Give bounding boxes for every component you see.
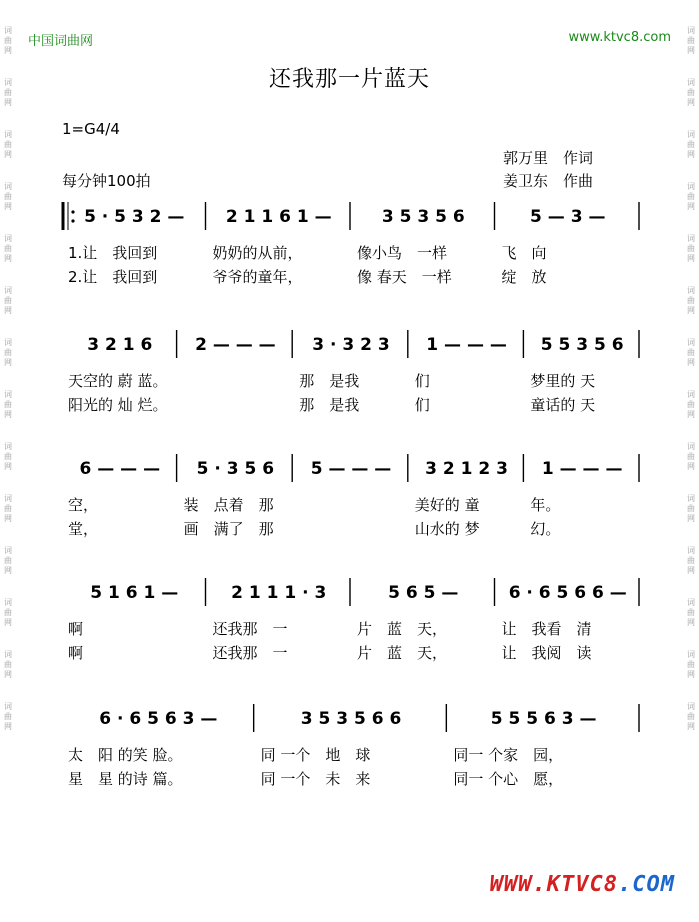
lyric-segment: 片 蓝 天， bbox=[357, 644, 448, 662]
measure-notes: 2 1 1 1 · 3 bbox=[231, 583, 327, 603]
measure-notes: 5 · 3 5 6 bbox=[196, 459, 275, 479]
lyric-segment: 同 一个 未 来 bbox=[260, 770, 371, 788]
lyric-line-verse-2 bbox=[62, 266, 640, 290]
lyric-segment: 啊 bbox=[68, 644, 84, 662]
measure-notes: 3 · 3 2 3 bbox=[312, 335, 390, 355]
watermark-text: 词曲网 bbox=[687, 390, 695, 419]
key-signature: 1=G4/4 bbox=[62, 120, 120, 138]
lyric-segment: 那 是我 bbox=[299, 396, 360, 414]
lyric-line-verse-1 bbox=[62, 494, 640, 518]
measure-notes: 5 6 5 — bbox=[388, 583, 459, 603]
watermark-text: 词曲网 bbox=[687, 78, 695, 107]
notation-staff bbox=[62, 702, 640, 732]
site-url-right[interactable]: www.ktvc8.com bbox=[568, 30, 671, 45]
lyric-line-verse-2 bbox=[62, 642, 640, 666]
notation-staff bbox=[62, 576, 640, 606]
watermark-text: 词曲网 bbox=[4, 234, 12, 263]
measure-notes: 5 · 5 3 2 — bbox=[84, 207, 185, 227]
lyric-line-verse-2 bbox=[62, 394, 640, 418]
lyric-segment: 年。 bbox=[530, 496, 561, 514]
lyric-segment: 童话的 天 bbox=[530, 396, 596, 414]
logo-www: WWW. bbox=[489, 872, 547, 897]
measure-notes: 3 5 3 5 6 6 bbox=[300, 709, 402, 729]
measure-notes: 3 2 1 6 bbox=[87, 335, 153, 355]
watermark-text: 词曲网 bbox=[4, 26, 12, 55]
notation-staff bbox=[62, 328, 640, 358]
site-logo[interactable] bbox=[490, 872, 675, 897]
lyric-segment: 奶奶的从前， bbox=[212, 244, 303, 262]
lyric-segment: 画 满了 那 bbox=[183, 520, 274, 538]
measure-notes: 5 — — — bbox=[310, 459, 392, 479]
watermark-text: 词曲网 bbox=[687, 182, 695, 211]
notation-row bbox=[62, 576, 640, 606]
notation-row bbox=[62, 452, 640, 482]
lyric-line-verse-1 bbox=[62, 242, 640, 266]
lyric-line-verse-2 bbox=[62, 518, 640, 542]
lyric-segment: 啊 bbox=[68, 620, 84, 638]
notation-row bbox=[62, 328, 640, 358]
notation-row bbox=[62, 200, 640, 230]
watermark-text: 词曲网 bbox=[4, 650, 12, 679]
score-system-2 bbox=[62, 328, 640, 418]
lyric-segment: 阳光的 灿 烂。 bbox=[68, 396, 168, 414]
notation-row bbox=[62, 702, 640, 732]
lyric-segment: 2.让 我回到 bbox=[68, 268, 158, 286]
score-system-3 bbox=[62, 452, 640, 542]
measure-notes: 5 — 3 — bbox=[530, 207, 606, 227]
measure-notes: 2 1 1 6 1 — bbox=[225, 207, 332, 227]
watermark-column-left bbox=[2, 26, 14, 754]
lyric-segment: 梦里的 天 bbox=[530, 372, 596, 390]
logo-name: KTVC8 bbox=[546, 872, 619, 897]
lyric-segment: 让 我看 清 bbox=[501, 620, 592, 638]
watermark-text: 词曲网 bbox=[687, 650, 695, 679]
lyric-segment: 堂， bbox=[68, 520, 99, 538]
watermark-column-right bbox=[685, 26, 697, 754]
lyric-segment: 空， bbox=[68, 496, 99, 514]
lyric-line-verse-1 bbox=[62, 618, 640, 642]
watermark-text: 词曲网 bbox=[687, 442, 695, 471]
measure-notes: 6 · 6 5 6 6 — bbox=[508, 583, 627, 603]
lyric-segment: 还我那 一 bbox=[212, 620, 288, 638]
notation-staff bbox=[62, 200, 640, 230]
lyric-segment: 还我那 一 bbox=[212, 644, 288, 662]
watermark-text: 词曲网 bbox=[687, 130, 695, 159]
watermark-text: 词曲网 bbox=[4, 130, 12, 159]
song-title: 还我那一片蓝天 bbox=[268, 67, 430, 92]
watermark-text: 词曲网 bbox=[4, 286, 12, 315]
watermark-text: 词曲网 bbox=[4, 702, 12, 731]
lyric-segment: 让 我阅 读 bbox=[501, 644, 592, 662]
lyric-segment: 飞 向 bbox=[501, 244, 547, 262]
lyric-segment: 同 一个 地 球 bbox=[260, 746, 371, 764]
lyric-line-verse-2 bbox=[62, 768, 640, 792]
lyric-segment: 太 阳 的笑 脸。 bbox=[68, 746, 183, 764]
watermark-text: 词曲网 bbox=[4, 78, 12, 107]
lyric-line-verse-1 bbox=[62, 370, 640, 394]
lyric-segment: 像小鸟 一样 bbox=[357, 244, 448, 262]
lyric-segment: 幻。 bbox=[530, 520, 561, 538]
lyric-segment: 同一 个家 园， bbox=[453, 746, 564, 764]
measure-notes: 5 5 3 5 6 bbox=[540, 335, 624, 355]
lyric-segment: 山水的 梦 bbox=[414, 520, 480, 538]
measure-notes: 1 — — — bbox=[541, 459, 623, 479]
composer-credit: 姜卫东 作曲 bbox=[503, 172, 594, 190]
score-system-1 bbox=[62, 200, 640, 290]
score-system-5 bbox=[62, 702, 640, 792]
lyric-segment: 星 星 的诗 篇。 bbox=[68, 770, 183, 788]
lyric-segment: 同一 个心 愿， bbox=[453, 770, 564, 788]
watermark-text: 词曲网 bbox=[4, 442, 12, 471]
measure-notes: 3 5 3 5 6 bbox=[381, 207, 465, 227]
logo-tld: .COM bbox=[618, 872, 675, 897]
measure-notes: 6 · 6 5 6 3 — bbox=[99, 709, 218, 729]
measure-notes: 5 1 6 1 — bbox=[90, 583, 179, 603]
lyric-line-verse-1 bbox=[62, 744, 640, 768]
lyric-segment: 爷爷的童年， bbox=[212, 268, 303, 286]
watermark-text: 词曲网 bbox=[4, 494, 12, 523]
watermark-text: 词曲网 bbox=[687, 494, 695, 523]
measure-notes: 1 — — — bbox=[426, 335, 507, 355]
watermark-text: 词曲网 bbox=[4, 182, 12, 211]
watermark-text: 词曲网 bbox=[4, 546, 12, 575]
repeat-dot bbox=[71, 210, 74, 213]
watermark-text: 词曲网 bbox=[4, 390, 12, 419]
lyric-segment: 装 点着 那 bbox=[183, 496, 274, 514]
site-name-left[interactable]: 中国词曲网 bbox=[28, 34, 94, 49]
repeat-dot bbox=[71, 219, 74, 222]
lyricist-credit: 郭万里 作词 bbox=[503, 149, 594, 167]
measure-notes: 6 — — — bbox=[79, 459, 161, 479]
notation-staff bbox=[62, 452, 640, 482]
watermark-text: 词曲网 bbox=[687, 286, 695, 315]
lyric-segment: 天空的 蔚 蓝。 bbox=[68, 372, 168, 390]
measure-notes: 2 — — — bbox=[195, 335, 276, 355]
lyric-segment: 美好的 童 bbox=[414, 496, 480, 514]
watermark-text: 词曲网 bbox=[687, 234, 695, 263]
lyric-segment: 那 是我 bbox=[299, 372, 360, 390]
watermark-text: 词曲网 bbox=[687, 338, 695, 367]
watermark-text: 词曲网 bbox=[687, 546, 695, 575]
lyric-segment: 绽 放 bbox=[501, 268, 547, 286]
watermark-text: 词曲网 bbox=[687, 26, 695, 55]
watermark-text: 词曲网 bbox=[4, 338, 12, 367]
watermark-text: 词曲网 bbox=[4, 598, 12, 627]
score-system-4 bbox=[62, 576, 640, 666]
watermark-text: 词曲网 bbox=[687, 598, 695, 627]
lyric-segment: 1.让 我回到 bbox=[68, 244, 158, 262]
measure-notes: 3 2 1 2 3 bbox=[425, 459, 509, 479]
lyric-segment: 们 bbox=[414, 396, 430, 414]
lyric-segment: 像 春天 一样 bbox=[357, 268, 452, 286]
measure-notes: 5 5 5 6 3 — bbox=[490, 709, 597, 729]
lyric-segment: 片 蓝 天， bbox=[357, 620, 448, 638]
lyric-segment: 们 bbox=[414, 372, 430, 390]
watermark-text: 词曲网 bbox=[687, 702, 695, 731]
tempo-marking: 每分钟100拍 bbox=[62, 172, 151, 190]
